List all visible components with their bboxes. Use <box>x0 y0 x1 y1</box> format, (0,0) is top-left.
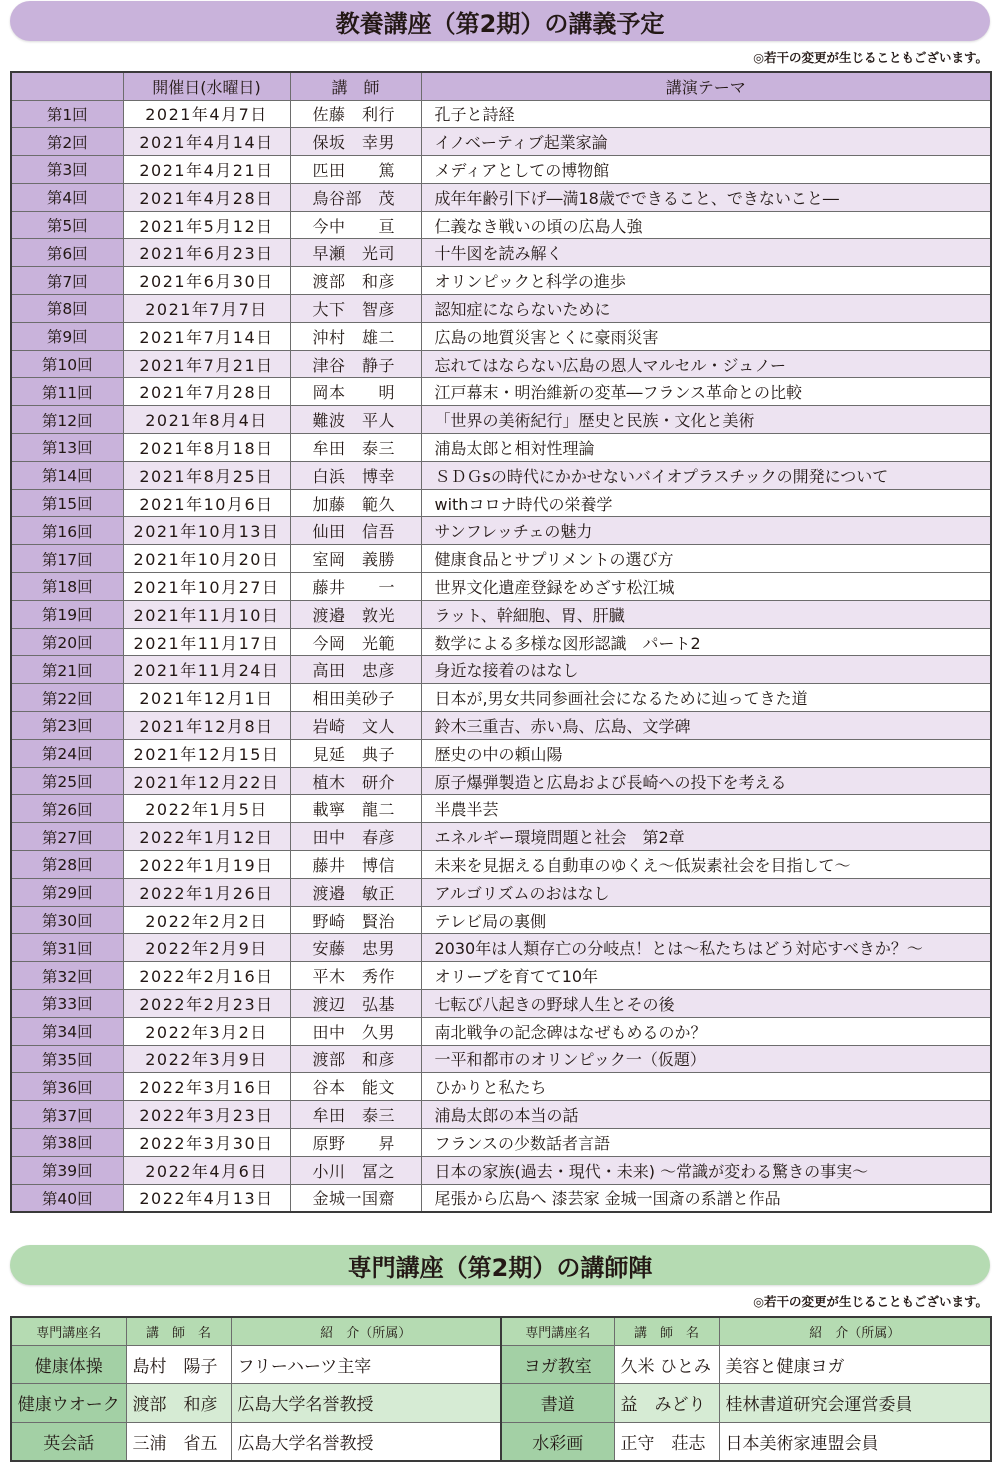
lecture-theme: 江戸幕末・明治維新の変革―フランス革命との比較 <box>421 378 991 406</box>
lecture-theme: 広島の地質災害とくに豪雨災害 <box>421 322 991 350</box>
lecture-theme: 一平和都市のオリンピック一（仮題） <box>421 1045 991 1073</box>
session-number: 第40回 <box>11 1184 123 1212</box>
table-header-row <box>11 1317 991 1345</box>
header-teacher-right: 講 師 名 <box>614 1317 719 1345</box>
table-row <box>11 489 991 517</box>
teacher-name-left: 三浦 省五 <box>126 1422 231 1461</box>
session-number: 第8回 <box>11 295 123 323</box>
table-row <box>11 573 991 601</box>
table-row <box>11 739 991 767</box>
table-row <box>11 878 991 906</box>
lecturer-name: 藤井 一 <box>290 573 421 601</box>
lecture-theme: 「世界の美術紀行」歴史と民族・文化と美術 <box>421 406 991 434</box>
specialist-title-banner <box>10 1245 990 1285</box>
session-date: 2021年6月23日 <box>123 239 290 267</box>
lecturer-name: 牟田 泰三 <box>290 1101 421 1129</box>
lecturer-name: 渡部 和彦 <box>290 267 421 295</box>
session-number: 第1回 <box>11 100 123 128</box>
session-date: 2021年4月7日 <box>123 100 290 128</box>
lecture-theme: 健康食品とサプリメントの選び方 <box>421 545 991 573</box>
lecture-theme: 日本が,男女共同参画社会になるために辿ってきた道 <box>421 684 991 712</box>
session-number: 第2回 <box>11 128 123 156</box>
table-row <box>11 100 991 128</box>
table-row <box>11 1045 991 1073</box>
session-date: 2021年11月24日 <box>123 656 290 684</box>
table-row <box>11 1101 991 1129</box>
table-row <box>11 684 991 712</box>
specialist-change-note: ◎若干の変更が生じることもございます。 <box>753 1294 988 1309</box>
session-number: 第39回 <box>11 1156 123 1184</box>
lecturer-name: 今中 亘 <box>290 211 421 239</box>
header-teacher-left: 講 師 名 <box>126 1317 231 1345</box>
lecture-theme: 認知症にならないために <box>421 295 991 323</box>
table-row <box>11 1422 991 1461</box>
session-date: 2021年12月1日 <box>123 684 290 712</box>
session-date: 2021年11月10日 <box>123 600 290 628</box>
table-row <box>11 517 991 545</box>
session-number: 第35回 <box>11 1045 123 1073</box>
course-name-right: ヨガ教室 <box>501 1345 614 1384</box>
session-number: 第7回 <box>11 267 123 295</box>
lecture-theme: 七転び八起きの野球人生とその後 <box>421 990 991 1018</box>
lecturer-name: 金城一国齋 <box>290 1184 421 1212</box>
session-number: 第17回 <box>11 545 123 573</box>
table-row <box>11 461 991 489</box>
session-number: 第36回 <box>11 1073 123 1101</box>
session-date: 2022年3月16日 <box>123 1073 290 1101</box>
table-row <box>11 934 991 962</box>
lecturer-name: 田中 久男 <box>290 1017 421 1045</box>
header-intro-left: 紹 介（所属） <box>231 1317 501 1345</box>
session-date: 2021年12月8日 <box>123 712 290 740</box>
course-name-left: 健康体操 <box>11 1345 126 1384</box>
session-date: 2021年4月14日 <box>123 128 290 156</box>
session-date: 2022年2月16日 <box>123 962 290 990</box>
table-row <box>11 128 991 156</box>
table-row <box>11 322 991 350</box>
session-date: 2021年8月4日 <box>123 406 290 434</box>
session-number: 第27回 <box>11 823 123 851</box>
course-name-right: 書道 <box>501 1384 614 1423</box>
session-date: 2021年10月6日 <box>123 489 290 517</box>
teacher-intro-right: 桂林書道研究会運営委員 <box>719 1384 991 1423</box>
session-date: 2022年2月23日 <box>123 990 290 1018</box>
session-date: 2021年5月12日 <box>123 211 290 239</box>
session-date: 2021年7月28日 <box>123 378 290 406</box>
lecture-theme: 尾張から広島へ 漆芸家 金城一国斎の系譜と作品 <box>421 1184 991 1212</box>
header-intro-right: 紹 介（所属） <box>719 1317 991 1345</box>
session-date: 2022年3月2日 <box>123 1017 290 1045</box>
lecture-theme: 身近な接着のはなし <box>421 656 991 684</box>
table-row <box>11 600 991 628</box>
session-date: 2021年11月17日 <box>123 628 290 656</box>
lecture-theme: 世界文化遺産登録をめざす松江城 <box>421 573 991 601</box>
session-number: 第18回 <box>11 573 123 601</box>
session-number: 第10回 <box>11 350 123 378</box>
teacher-name-left: 島村 陽子 <box>126 1345 231 1384</box>
teacher-name-right: 久米 ひとみ <box>614 1345 719 1384</box>
session-number: 第6回 <box>11 239 123 267</box>
lecturer-name: 保坂 幸男 <box>290 128 421 156</box>
table-row <box>11 851 991 879</box>
header-course-left: 専門講座名 <box>11 1317 126 1345</box>
header-lecturer: 講 師 <box>290 72 421 100</box>
session-number: 第24回 <box>11 739 123 767</box>
session-number: 第14回 <box>11 461 123 489</box>
session-date: 2021年8月18日 <box>123 434 290 462</box>
lecture-theme: 孔子と詩経 <box>421 100 991 128</box>
session-number: 第15回 <box>11 489 123 517</box>
schedule-title: 教養講座（第2期）の講義予定 <box>335 9 665 38</box>
lecturer-name: 相田美砂子 <box>290 684 421 712</box>
specialist-title: 専門講座（第2期）の講師陣 <box>347 1253 653 1282</box>
lecture-theme: 鈴木三重吉、赤い鳥、広島、文学碑 <box>421 712 991 740</box>
lecturer-name: 原野 昇 <box>290 1128 421 1156</box>
lecturer-name: 沖村 雄二 <box>290 322 421 350</box>
lecturer-name: 佐藤 利行 <box>290 100 421 128</box>
table-row <box>11 378 991 406</box>
teacher-intro-right: 日本美術家連盟会員 <box>719 1422 991 1461</box>
table-row <box>11 823 991 851</box>
lecturer-name: 見延 典子 <box>290 739 421 767</box>
lecture-theme: ＳＤＧsの時代にかかせないバイオプラスチックの開発について <box>421 461 991 489</box>
lecturer-name: 仙田 信吾 <box>290 517 421 545</box>
table-row <box>11 1184 991 1212</box>
lecturer-name: 岡本 明 <box>290 378 421 406</box>
session-number: 第5回 <box>11 211 123 239</box>
session-date: 2021年10月27日 <box>123 573 290 601</box>
session-date: 2021年10月20日 <box>123 545 290 573</box>
lecturer-name: 今岡 光範 <box>290 628 421 656</box>
table-row <box>11 239 991 267</box>
lecturer-name: 渡邉 敏正 <box>290 878 421 906</box>
table-row <box>11 545 991 573</box>
session-date: 2021年7月7日 <box>123 295 290 323</box>
lecture-theme: エネルギー環境問題と社会 第2章 <box>421 823 991 851</box>
session-number: 第22回 <box>11 684 123 712</box>
schedule-change-note: ◎若干の変更が生じることもございます。 <box>753 50 988 65</box>
table-row <box>11 1384 991 1423</box>
session-date: 2022年4月13日 <box>123 1184 290 1212</box>
lecture-theme: 2030年は人類存亡の分岐点！とは～私たちはどう対応すべきか？～ <box>421 934 991 962</box>
header-date: 開催日(水曜日) <box>123 72 290 100</box>
lecture-theme: 南北戦争の記念碑はなぜもめるのか？ <box>421 1017 991 1045</box>
session-date: 2022年3月23日 <box>123 1101 290 1129</box>
course-name-left: 健康ウオーク <box>11 1384 126 1423</box>
lecturer-name: 安藤 忠男 <box>290 934 421 962</box>
table-row <box>11 406 991 434</box>
lecture-theme: イノベーティブ起業家論 <box>421 128 991 156</box>
session-number: 第3回 <box>11 156 123 184</box>
lecture-theme: オリーブを育てて10年 <box>421 962 991 990</box>
table-row <box>11 156 991 184</box>
session-number: 第23回 <box>11 712 123 740</box>
session-date: 2021年12月15日 <box>123 739 290 767</box>
lecture-theme: 未来を見据える自動車のゆくえ～低炭素社会を目指して～ <box>421 851 991 879</box>
lecturer-name: 平木 秀作 <box>290 962 421 990</box>
session-number: 第16回 <box>11 517 123 545</box>
session-number: 第12回 <box>11 406 123 434</box>
session-date: 2021年12月22日 <box>123 767 290 795</box>
teacher-intro-left: フリーハーツ主宰 <box>231 1345 501 1384</box>
lecture-theme: サンフレッチェの魅力 <box>421 517 991 545</box>
session-date: 2022年1月19日 <box>123 851 290 879</box>
table-row <box>11 267 991 295</box>
session-date: 2022年3月9日 <box>123 1045 290 1073</box>
lecturer-name: 鳥谷部 茂 <box>290 183 421 211</box>
table-row <box>11 295 991 323</box>
lecturer-name: 谷本 能文 <box>290 1073 421 1101</box>
table-row <box>11 906 991 934</box>
course-name-right: 水彩画 <box>501 1422 614 1461</box>
session-date: 2021年8月25日 <box>123 461 290 489</box>
lecture-theme: 成年年齢引下げ―満18歳でできること、できないこと― <box>421 183 991 211</box>
session-date: 2022年2月2日 <box>123 906 290 934</box>
table-row <box>11 767 991 795</box>
lecture-theme: テレビ局の裏側 <box>421 906 991 934</box>
session-number: 第26回 <box>11 795 123 823</box>
session-number: 第20回 <box>11 628 123 656</box>
schedule-title-banner <box>10 1 990 41</box>
table-row <box>11 350 991 378</box>
table-row <box>11 990 991 1018</box>
lecture-theme: 日本の家族(過去・現代・未来) ～常識が変わる驚きの事実～ <box>421 1156 991 1184</box>
table-row <box>11 1073 991 1101</box>
lecture-theme: アルゴリズムのおはなし <box>421 878 991 906</box>
session-number: 第19回 <box>11 600 123 628</box>
table-row <box>11 656 991 684</box>
teacher-name-right: 正守 荘志 <box>614 1422 719 1461</box>
table-row <box>11 712 991 740</box>
lecturer-name: 田中 春彦 <box>290 823 421 851</box>
table-row <box>11 211 991 239</box>
session-date: 2022年4月6日 <box>123 1156 290 1184</box>
lecturer-name: 難波 平人 <box>290 406 421 434</box>
lecture-theme: ひかりと私たち <box>421 1073 991 1101</box>
lecturer-name: 匹田 篤 <box>290 156 421 184</box>
lecturer-name: 加藤 範久 <box>290 489 421 517</box>
teacher-intro-left: 広島大学名誉教授 <box>231 1422 501 1461</box>
lecturer-name: 牟田 泰三 <box>290 434 421 462</box>
lecture-theme: 浦島太郎と相対性理論 <box>421 434 991 462</box>
lecture-theme: 歴史の中の頼山陽 <box>421 739 991 767</box>
lecturer-name: 早瀬 光司 <box>290 239 421 267</box>
lecture-theme: 忘れてはならない広島の恩人マルセル・ジュノー <box>421 350 991 378</box>
session-number: 第33回 <box>11 990 123 1018</box>
session-number: 第4回 <box>11 183 123 211</box>
lecturer-name: 渡辺 弘基 <box>290 990 421 1018</box>
lecture-theme: ラット、幹細胞、胃、肝臓 <box>421 600 991 628</box>
header-theme: 講演テーマ <box>421 72 991 100</box>
lecturer-name: 小川 冨之 <box>290 1156 421 1184</box>
teacher-intro-right: 美容と健康ヨガ <box>719 1345 991 1384</box>
lecturer-name: 室岡 義勝 <box>290 545 421 573</box>
lecturer-name: 渡部 和彦 <box>290 1045 421 1073</box>
session-date: 2021年7月21日 <box>123 350 290 378</box>
lecturer-name: 野崎 賢治 <box>290 906 421 934</box>
lecture-theme: フランスの少数話者言語 <box>421 1128 991 1156</box>
table-row <box>11 1128 991 1156</box>
session-number: 第21回 <box>11 656 123 684</box>
table-header-row <box>11 72 991 100</box>
session-number: 第11回 <box>11 378 123 406</box>
lecturer-name: 白浜 博幸 <box>290 461 421 489</box>
lecturer-name: 載寧 龍二 <box>290 795 421 823</box>
session-number: 第13回 <box>11 434 123 462</box>
session-date: 2021年6月30日 <box>123 267 290 295</box>
header-session <box>11 72 123 100</box>
table-row <box>11 628 991 656</box>
session-number: 第9回 <box>11 322 123 350</box>
session-number: 第32回 <box>11 962 123 990</box>
table-row <box>11 1345 991 1384</box>
specialist-lecturer-table <box>10 1316 992 1462</box>
session-date: 2021年10月13日 <box>123 517 290 545</box>
teacher-intro-left: 広島大学名誉教授 <box>231 1384 501 1423</box>
session-date: 2022年1月12日 <box>123 823 290 851</box>
lecture-theme: 十牛図を読み解く <box>421 239 991 267</box>
lecturer-name: 渡邉 敦光 <box>290 600 421 628</box>
session-date: 2022年2月9日 <box>123 934 290 962</box>
table-row <box>11 962 991 990</box>
lecture-theme: 半農半芸 <box>421 795 991 823</box>
session-number: 第28回 <box>11 851 123 879</box>
session-date: 2022年1月26日 <box>123 878 290 906</box>
lecturer-name: 藤井 博信 <box>290 851 421 879</box>
session-number: 第30回 <box>11 906 123 934</box>
lecturer-name: 岩崎 文人 <box>290 712 421 740</box>
session-number: 第31回 <box>11 934 123 962</box>
session-date: 2022年1月5日 <box>123 795 290 823</box>
session-number: 第37回 <box>11 1101 123 1129</box>
session-number: 第25回 <box>11 767 123 795</box>
lecture-theme: 原子爆弾製造と広島および長崎への投下を考える <box>421 767 991 795</box>
teacher-name-left: 渡部 和彦 <box>126 1384 231 1423</box>
table-row <box>11 183 991 211</box>
lecture-theme: withコロナ時代の栄養学 <box>421 489 991 517</box>
lecturer-name: 植木 研介 <box>290 767 421 795</box>
table-row <box>11 1156 991 1184</box>
session-date: 2021年7月14日 <box>123 322 290 350</box>
table-row <box>11 434 991 462</box>
table-row <box>11 1017 991 1045</box>
lecture-schedule-table <box>10 71 992 1213</box>
lecture-theme: オリンピックと科学の進歩 <box>421 267 991 295</box>
lecturer-name: 津谷 静子 <box>290 350 421 378</box>
session-number: 第34回 <box>11 1017 123 1045</box>
lecturer-name: 高田 忠彦 <box>290 656 421 684</box>
teacher-name-right: 益 みどり <box>614 1384 719 1423</box>
lecture-theme: メディアとしての博物館 <box>421 156 991 184</box>
table-row <box>11 795 991 823</box>
session-number: 第29回 <box>11 878 123 906</box>
session-date: 2022年3月30日 <box>123 1128 290 1156</box>
lecturer-name: 大下 智彦 <box>290 295 421 323</box>
header-course-right: 専門講座名 <box>501 1317 614 1345</box>
session-date: 2021年4月28日 <box>123 183 290 211</box>
lecture-theme: 仁義なき戦いの頃の広島人強 <box>421 211 991 239</box>
lecture-theme: 浦島太郎の本当の話 <box>421 1101 991 1129</box>
session-number: 第38回 <box>11 1128 123 1156</box>
lecture-theme: 数学による多様な図形認識 パート2 <box>421 628 991 656</box>
course-name-left: 英会話 <box>11 1422 126 1461</box>
session-date: 2021年4月21日 <box>123 156 290 184</box>
